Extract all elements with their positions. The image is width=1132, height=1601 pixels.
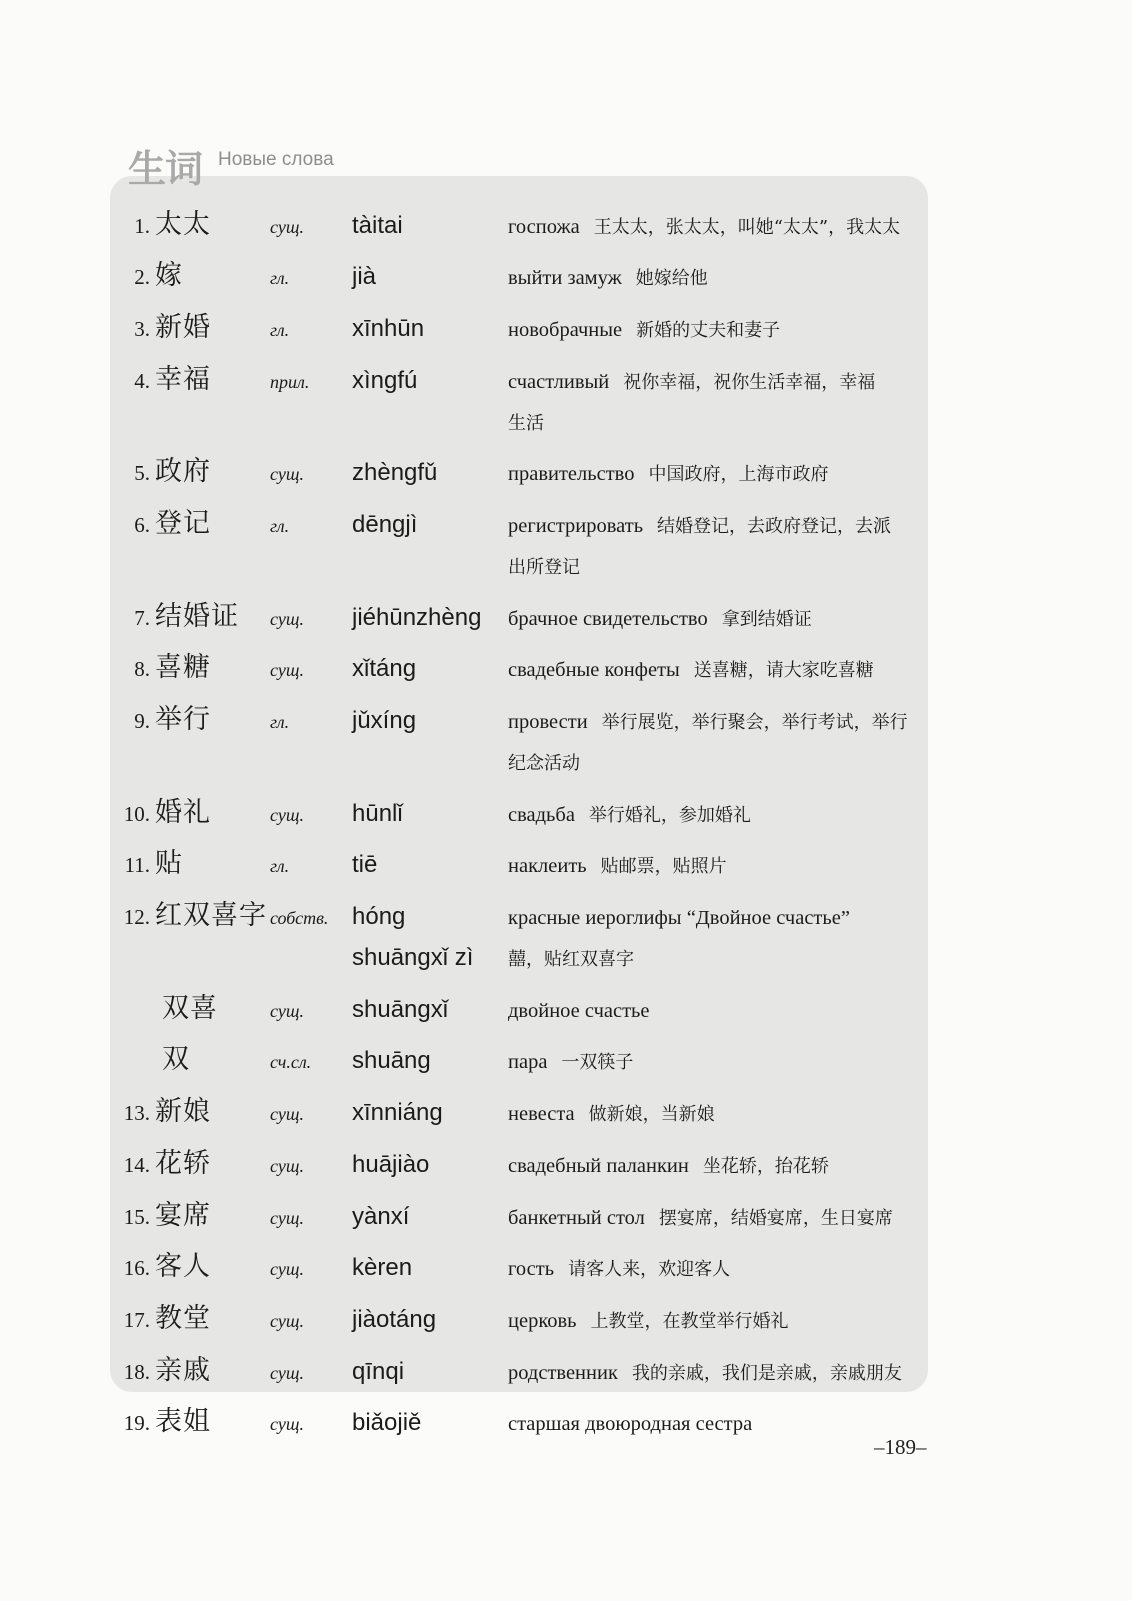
entry-meaning-line <box>508 362 932 403</box>
entry-pinyin <box>352 205 508 246</box>
vocab-entry <box>0 255 940 307</box>
entry-meaning <box>508 1249 932 1290</box>
entry-meaning <box>508 991 932 1032</box>
entry-pinyin <box>352 1299 508 1340</box>
entry-translation-ru: двойное счастье <box>508 999 650 1022</box>
entry-meaning <box>508 1301 932 1342</box>
vocab-entry <box>0 307 940 359</box>
entry-number: 1. <box>134 213 150 238</box>
entry-number: 15. <box>123 1204 150 1229</box>
entry-number: 2. <box>134 265 150 290</box>
entry-part-of-speech: сущ. <box>270 1414 304 1435</box>
entry-part-of-speech: сущ. <box>270 1155 304 1176</box>
entry-meaning-line <box>508 1198 932 1239</box>
entry-translation-ru: гость <box>508 1258 555 1281</box>
entry-number: 8. <box>134 657 150 682</box>
entry-meaning-line <box>508 1094 932 1135</box>
entry-number: 14. <box>123 1152 150 1177</box>
entry-meaning <box>508 846 932 887</box>
entry-word: 喜糖 <box>155 652 211 684</box>
entry-example-zh: 举行展览，举行聚会，举行考试，举行 <box>601 712 908 733</box>
entry-meaning <box>508 795 932 836</box>
entry-example-zh: 出所登记 <box>508 556 580 578</box>
entry-translation-ru: пара <box>508 1051 548 1074</box>
entry-translation-ru: госпожа <box>508 215 580 238</box>
entry-pinyin-line: biǎojiě <box>352 1409 422 1437</box>
entry-part-of-speech: сущ. <box>270 804 304 825</box>
entry-translation-ru: счастливый <box>508 370 610 393</box>
entry-pinyin <box>352 256 508 297</box>
entry-meaning <box>508 898 932 980</box>
entry-pinyin-line: hūnlǐ <box>352 799 403 827</box>
entry-translation-ru: провести <box>508 711 588 733</box>
entry-meaning-line <box>508 454 932 495</box>
entry-word: 贴 <box>155 848 183 880</box>
entry-example-zh: 摆宴席，结婚宴席，生日宴席 <box>658 1207 893 1229</box>
entry-pinyin-line: xīnhūn <box>352 314 425 342</box>
entry-example-zh: 结婚登记，去政府登记，去派 <box>657 515 892 537</box>
entry-word: 新婚 <box>155 311 211 343</box>
vocab-entry <box>0 1143 940 1195</box>
entry-number: 19. <box>123 1411 150 1436</box>
entry-translation-ru: свадебный паланкин <box>508 1154 689 1177</box>
entry-translation-ru: правительство <box>508 463 635 486</box>
entry-pinyin <box>352 793 508 834</box>
entry-meaning <box>508 362 932 444</box>
entry-meaning <box>508 1146 932 1187</box>
entry-example-zh: 中国政府，上海市政府 <box>648 464 829 486</box>
entry-meaning <box>508 454 932 495</box>
entry-number: 13. <box>123 1101 150 1126</box>
entry-meaning-line <box>508 743 932 784</box>
entry-example-zh: 祝你幸福，祝你生活幸福，幸福 <box>623 371 876 393</box>
entry-meaning <box>508 506 932 588</box>
entry-translation-ru: церковь <box>508 1309 577 1332</box>
entry-example-zh: 囍，贴红双喜字 <box>508 949 634 971</box>
entry-pinyin <box>352 452 508 493</box>
entry-pinyin <box>352 504 508 545</box>
entry-example-zh: 举行婚礼，参加婚礼 <box>588 804 751 826</box>
entry-pinyin-line: kèren <box>352 1254 413 1282</box>
entry-meaning <box>508 258 932 299</box>
entry-word: 双喜 <box>162 992 218 1024</box>
vocab-entry <box>0 596 940 648</box>
entry-pinyin <box>352 308 508 349</box>
entry-example-zh: 纪念活动 <box>508 753 580 774</box>
vocab-entry <box>0 895 940 988</box>
entry-meaning-line <box>508 1042 932 1083</box>
entry-meaning-line <box>508 506 932 547</box>
entry-pinyin-line: zhèngfǔ <box>352 459 438 487</box>
entry-word: 花轿 <box>155 1147 211 1179</box>
entry-example-zh: 拿到结婚证 <box>721 608 812 630</box>
entry-word: 客人 <box>155 1251 211 1283</box>
entry-number: 10. <box>123 801 150 826</box>
entry-word: 政府 <box>155 456 211 488</box>
entry-number: 9. <box>134 709 150 733</box>
entry-example-zh: 我的亲戚，我们是亲戚，亲戚朋友 <box>631 1362 902 1384</box>
entry-part-of-speech: гл. <box>270 856 290 877</box>
entry-word: 表姐 <box>155 1406 211 1438</box>
entry-pinyin-line: xìngfú <box>352 366 418 394</box>
entry-pinyin-line: yànxí <box>352 1202 410 1230</box>
entry-word: 双 <box>162 1044 190 1076</box>
entry-pinyin-line: shuāngxǐ <box>352 995 449 1023</box>
vocab-entry <box>0 1350 940 1402</box>
entry-part-of-speech: сущ. <box>270 1207 304 1228</box>
entry-pinyin-line: huājiào <box>352 1150 430 1178</box>
section-title-ru: Новые слова <box>218 149 334 170</box>
entry-part-of-speech: сущ. <box>270 1000 304 1021</box>
entry-pinyin-line: jià <box>352 263 377 291</box>
entry-meaning <box>508 310 932 351</box>
entry-meaning-line <box>508 702 932 743</box>
entry-part-of-speech: сущ. <box>270 1362 304 1383</box>
vocab-entry <box>0 1091 940 1143</box>
entry-meaning-line <box>508 547 932 588</box>
entry-number: 7. <box>134 605 150 630</box>
entry-part-of-speech: сч.сл. <box>270 1052 312 1073</box>
entry-meaning-line <box>508 1301 932 1342</box>
entry-meaning <box>508 650 932 691</box>
entry-pinyin <box>352 648 508 689</box>
entry-word: 嫁 <box>155 260 183 292</box>
entry-pinyin-line: tiē <box>352 851 378 879</box>
entry-meaning-line <box>508 207 932 248</box>
entry-meaning-line <box>508 898 932 939</box>
entry-meaning-line <box>508 795 932 836</box>
entry-pinyin <box>352 1092 508 1133</box>
entry-translation-ru: новобрачные <box>508 318 623 341</box>
entry-word: 举行 <box>155 704 211 735</box>
entry-word: 太太 <box>155 208 211 240</box>
page-number: –189– <box>874 1435 927 1459</box>
vocab-entry <box>0 647 940 699</box>
entry-part-of-speech: сущ. <box>270 608 304 629</box>
entry-pinyin-line: dēngjì <box>352 510 418 538</box>
entry-part-of-speech: сущ. <box>270 1310 304 1331</box>
entry-word: 宴席 <box>155 1199 211 1231</box>
entry-pinyin <box>352 1247 508 1288</box>
entry-word: 幸福 <box>155 363 211 395</box>
entry-translation-ru: невеста <box>508 1103 575 1126</box>
entry-pinyin <box>352 1402 508 1443</box>
entry-pinyin <box>352 1351 508 1392</box>
vocab-entry <box>0 1401 940 1453</box>
entry-meaning-line <box>508 1249 932 1290</box>
entry-number: 18. <box>123 1359 150 1384</box>
entry-example-zh: 上教堂，在教堂举行婚礼 <box>590 1310 789 1332</box>
entry-pinyin-line: jǔxíng <box>352 707 417 734</box>
entry-meaning <box>508 599 932 640</box>
entry-translation-ru: брачное свидетельство <box>508 607 708 630</box>
entry-meaning-line <box>508 1404 932 1445</box>
entry-translation-ru: старшая двоюродная сестра <box>508 1413 753 1436</box>
entry-word: 结婚证 <box>155 600 239 632</box>
entry-pinyin-line: xǐtáng <box>352 655 417 683</box>
entry-word: 婚礼 <box>155 796 211 828</box>
entry-example-zh: 请客人来，欢迎客人 <box>568 1259 731 1281</box>
entry-pinyin <box>352 989 508 1030</box>
entry-meaning-line <box>508 846 932 887</box>
entry-part-of-speech: прил. <box>270 371 310 392</box>
entry-number: 16. <box>123 1256 150 1281</box>
vocab-entry <box>0 843 940 895</box>
entry-pinyin <box>352 844 508 885</box>
entry-translation-ru: свадебные конфеты <box>508 659 680 682</box>
entry-example-zh: 她嫁给他 <box>635 268 708 290</box>
vocab-entry <box>0 792 940 844</box>
entry-meaning <box>508 1094 932 1135</box>
vocab-subentry <box>0 1039 940 1091</box>
entry-meaning <box>508 1404 932 1445</box>
entry-example-zh: 做新娘，当新娘 <box>588 1104 715 1126</box>
entry-meaning <box>508 207 932 248</box>
entry-meaning <box>508 1198 932 1239</box>
vocab-entry <box>0 1246 940 1298</box>
entry-part-of-speech: сущ. <box>270 660 304 681</box>
vocab-entry <box>0 1298 940 1350</box>
vocab-subentry <box>0 988 940 1040</box>
entry-part-of-speech: сущ. <box>270 1259 304 1280</box>
vocab-entry <box>0 1195 940 1247</box>
entry-part-of-speech: сущ. <box>270 216 304 237</box>
entry-pinyin <box>352 896 508 978</box>
entry-example-zh: 送喜糖，请大家吃喜糖 <box>693 660 874 682</box>
entry-example-zh: 王太太，张太太，叫她“太太”，我太太 <box>593 216 901 238</box>
entry-example-zh: 坐花轿，抬花轿 <box>702 1155 829 1177</box>
entry-pinyin <box>352 597 508 638</box>
entry-part-of-speech: гл. <box>270 319 290 340</box>
entry-pinyin-line: qīnqi <box>352 1357 405 1385</box>
entry-word: 登记 <box>155 507 211 539</box>
entry-translation-ru: банкетный стол <box>508 1206 645 1229</box>
entry-pinyin <box>352 360 508 401</box>
entry-meaning <box>508 1042 932 1083</box>
entry-meaning-line <box>508 403 932 444</box>
entry-number: 6. <box>134 512 150 537</box>
vocabulary-list <box>0 204 940 1453</box>
entry-meaning-line <box>508 1353 932 1394</box>
entry-translation-ru: регистрировать <box>508 514 644 537</box>
entry-part-of-speech: собств. <box>270 908 329 929</box>
entry-example-zh: 一双筷子 <box>561 1052 634 1074</box>
entry-pinyin-line: xīnniáng <box>352 1099 443 1127</box>
entry-meaning-line <box>508 991 932 1032</box>
entry-meaning-line <box>508 939 932 980</box>
entry-number: 17. <box>123 1307 150 1332</box>
entry-word: 亲戚 <box>155 1354 211 1386</box>
entry-pinyin <box>352 1144 508 1185</box>
entry-example-zh: 新婚的丈夫和妻子 <box>636 319 781 341</box>
vocab-entry <box>0 503 940 596</box>
entry-meaning-line <box>508 258 932 299</box>
entry-part-of-speech: сущ. <box>270 464 304 485</box>
entry-word: 教堂 <box>155 1302 211 1334</box>
vocab-entry <box>0 204 940 256</box>
entry-number: 11. <box>124 853 150 878</box>
entry-translation-ru: родственник <box>508 1361 618 1384</box>
vocab-entry <box>0 359 940 452</box>
entry-pinyin-line: jiéhūnzhèng <box>352 603 482 631</box>
vocab-entry <box>0 699 940 792</box>
entry-meaning-line <box>508 1146 932 1187</box>
entry-translation-ru: наклеить <box>508 855 587 878</box>
entry-number: 3. <box>134 316 150 341</box>
entry-meaning-line <box>508 650 932 691</box>
entry-part-of-speech: сущ. <box>270 1104 304 1125</box>
entry-pinyin-line: shuāngxǐ zì <box>352 944 474 972</box>
entry-number: 4. <box>134 368 150 393</box>
entry-number: 5. <box>134 461 150 486</box>
entry-translation-ru: свадьба <box>508 803 575 826</box>
entry-pinyin-line: tàitai <box>352 211 403 239</box>
entry-number: 12. <box>123 905 150 930</box>
entry-meaning-line <box>508 310 932 351</box>
entry-pinyin <box>352 1040 508 1081</box>
entry-meaning <box>508 1353 932 1394</box>
entry-word: 新娘 <box>155 1096 211 1128</box>
entry-pinyin <box>352 1196 508 1237</box>
entry-pinyin <box>352 700 508 741</box>
entry-meaning <box>508 702 932 784</box>
entry-pinyin-line: hóng <box>352 903 406 931</box>
entry-part-of-speech: гл. <box>270 268 290 289</box>
vocab-entry <box>0 451 940 503</box>
entry-word: 红双喜字 <box>155 900 267 932</box>
entry-meaning-line <box>508 599 932 640</box>
entry-example-zh: 贴邮票，贴照片 <box>600 856 727 878</box>
entry-translation-ru: выйти замуж <box>508 267 622 290</box>
entry-part-of-speech: гл. <box>270 515 290 536</box>
entry-pinyin-line: shuāng <box>352 1047 431 1075</box>
section-title-zh: 生词 <box>128 147 203 191</box>
entry-pinyin-line: jiàotáng <box>352 1305 437 1333</box>
entry-example-zh: 生活 <box>508 412 544 434</box>
entry-translation-ru: красные иероглифы “Двойное счастье” <box>508 907 850 930</box>
entry-part-of-speech: гл. <box>270 712 290 732</box>
